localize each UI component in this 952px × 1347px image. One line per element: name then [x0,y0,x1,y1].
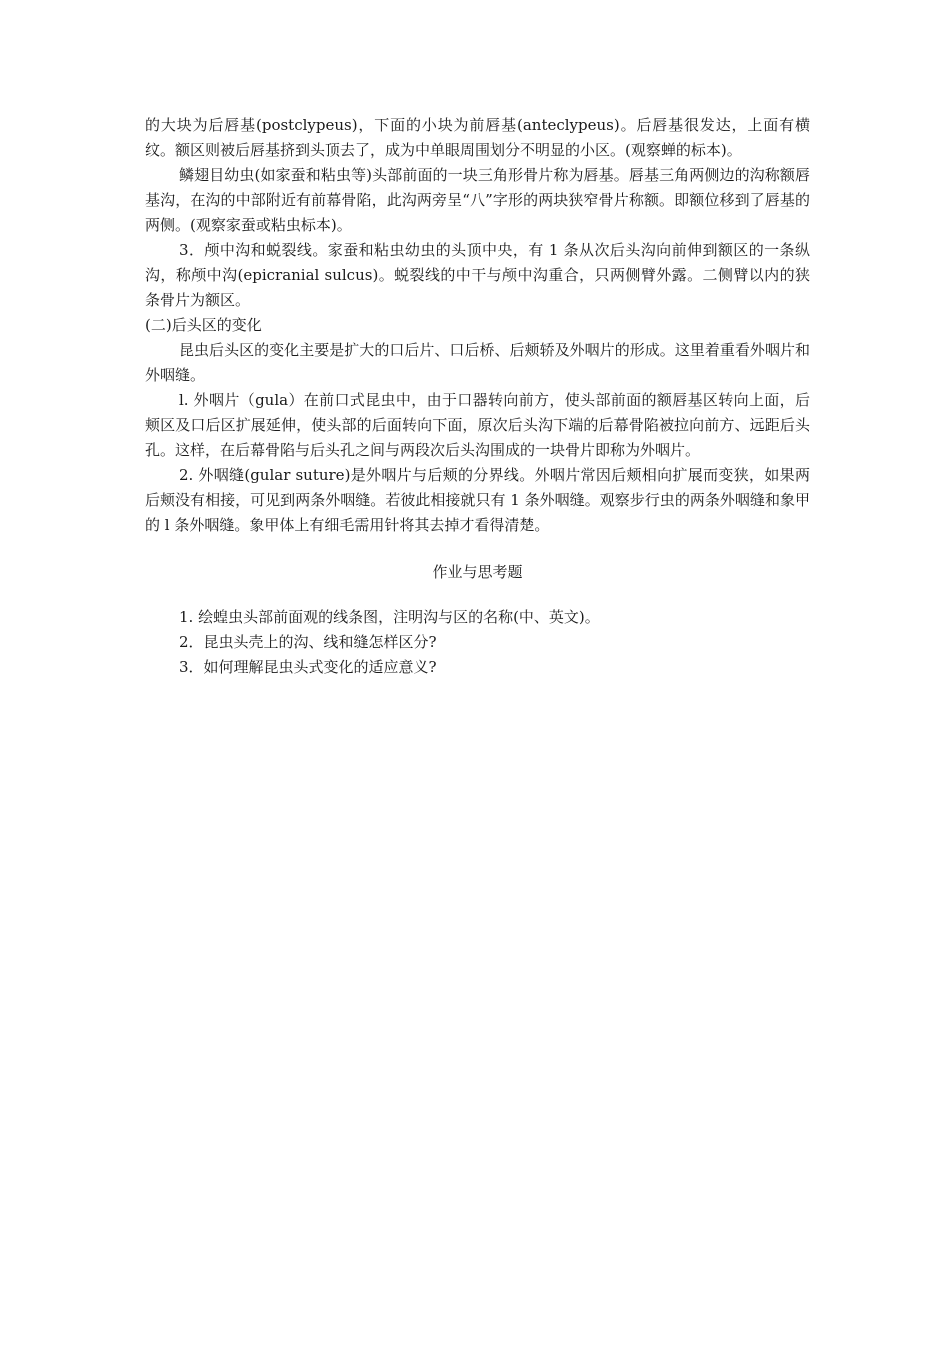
homework-title: 作业与思考题 [432,563,523,581]
paragraph-epicranial-sulcus: 3．颅中沟和蜕裂线。家蚕和粘虫幼虫的头顶中央，有 1 条从次后头沟向前伸到额区的一条纵沟，称颅中沟(epicranial sulcus)。蜕裂线的中干与颅中沟重合，只两侧臂外露。二侧臂以内的狭条骨片为额区。 [145,241,810,309]
question-3: 3．如何理解昆虫头式变化的适应意义? [179,658,437,676]
document-page [145,113,810,680]
question-1: 1. 绘蝗虫头部前面观的线条图，注明沟与区的名称(中、英文)。 [179,608,600,626]
question-2: 2．昆虫头壳上的沟、线和缝怎样区分? [179,633,437,651]
paragraph-gular-suture: 2. 外咽缝(gular suture)是外咽片与后颊的分界线。外咽片常因后颊相向扩展而变狭，如果两后颊没有相接，可见到两条外咽缝。若彼此相接就只有 1 条外咽缝。观察步行虫的两条外咽缝和象甲的 l 条外咽缝。象甲体上有细毛需用针将其去掉才看得清楚。 [145,466,810,534]
paragraph-gula: l. 外咽片（gula）在前口式昆虫中，由于口器转向前方，使头部前面的额唇基区转向上面，后颊区及口后区扩展延伸，使头部的后面转向下面，原次后头沟下端的后幕骨陷被拉向前方、远距后头孔。这样，在后幕骨陷与后头孔之间与两段次后头沟围成的一块骨片即称为外咽片。 [145,391,810,459]
paragraph-lepidoptera-larva: 鳞翅目幼虫(如家蚕和粘虫等)头部前面的一块三角形骨片称为唇基。唇基三角两侧边的沟称额唇基沟，在沟的中部附近有前幕骨陷，此沟两旁呈“八”字形的两块狭窄骨片称额。即额位移到了唇基的两侧。(观察家蚕或粘虫标本)。 [145,166,810,234]
paragraph-clypeus-cicada: 的大块为后唇基(postclypeus)，下面的小块为前唇基(anteclypeus)。后唇基很发达，上面有横纹。额区则被后唇基挤到头顶去了，成为中单眼周围划分不明显的小区。(观察蝉的标本)。 [145,116,810,159]
section-subheading: (二)后头区的变化 [145,316,262,334]
paragraph-occipital-region: 昆虫后头区的变化主要是扩大的口后片、口后桥、后颊轿及外咽片的形成。这里着重看外咽片和外咽缝。 [145,341,810,384]
